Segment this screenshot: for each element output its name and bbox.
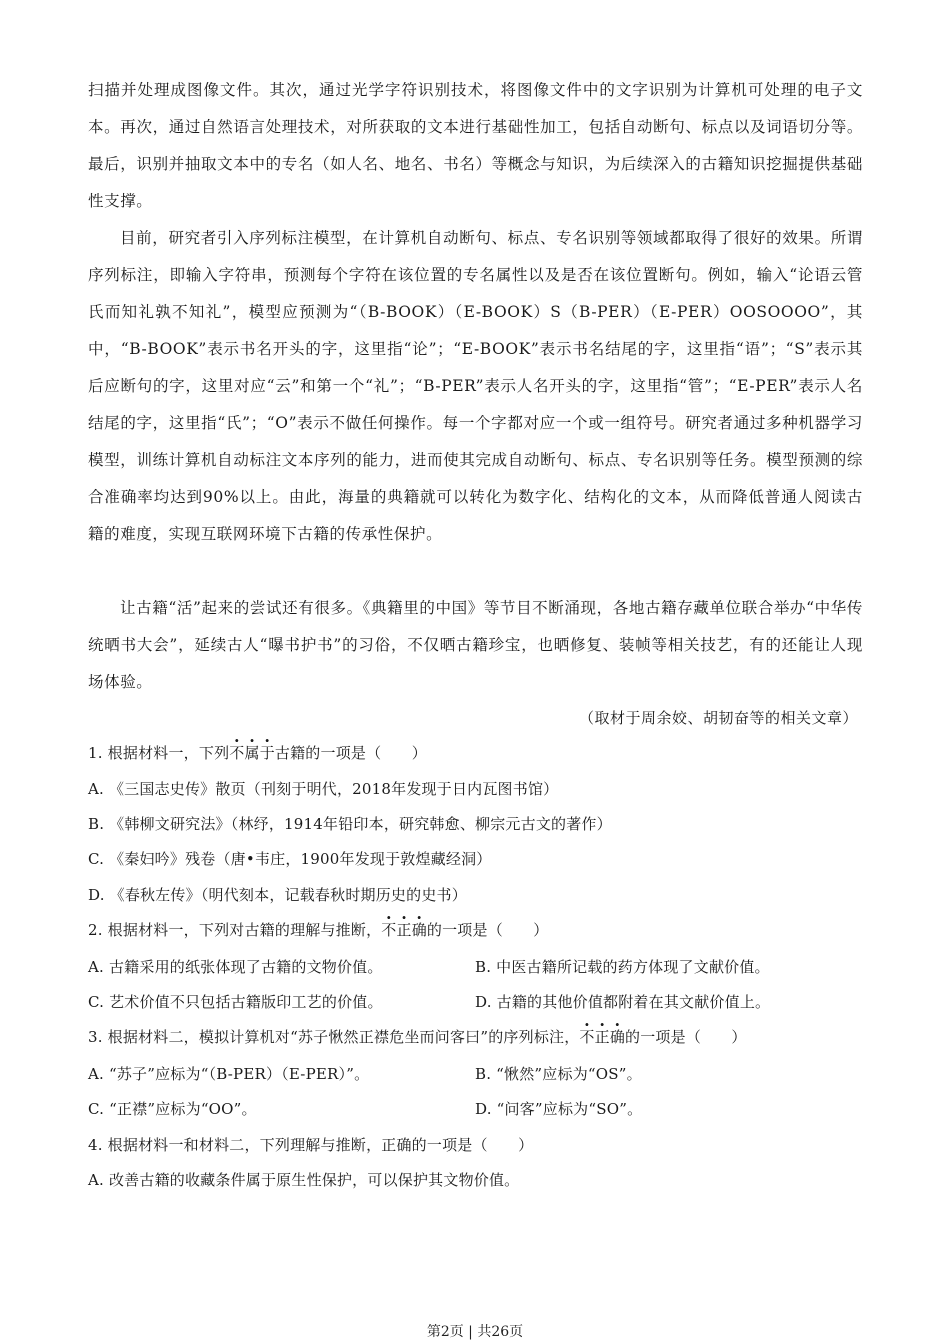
question-3-pre: 3. 根据材料二，模拟计算机对“苏子愀然正襟危坐而问客曰”的序列标注，	[88, 1028, 580, 1046]
emphasis-char: 不	[381, 921, 397, 939]
question-4-stem: 4. 根据材料一和材料二，下列理解与推断，正确的一项是（ ）	[88, 1136, 534, 1154]
source-citation: （取材于周余姣、胡韧奋等的相关文章）	[578, 709, 858, 727]
emphasis-char: 属	[244, 744, 260, 762]
question-3-option-b: B. “愀然”应标为“OS”。	[475, 1065, 642, 1083]
question-3-stem	[88, 1025, 747, 1049]
question-3-option-c: C. “正襟”应标为“OO”。	[88, 1100, 257, 1118]
emphasis-char: 不	[229, 744, 245, 762]
question-1-option-d: D. 《春秋左传》（明代刻本，记载春秋时期历史的史书）	[88, 886, 467, 904]
emphasis-char: 确	[609, 1028, 626, 1046]
emphasis-char: 确	[411, 921, 427, 939]
question-1-post: 古籍的一项是（ ）	[274, 744, 427, 762]
question-3-post: 的一项是（ ）	[625, 1028, 747, 1046]
question-2-option-b: B. 中医古籍所记载的药方体现了文献价值。	[475, 958, 770, 976]
question-3-option-d: D. “问客”应标为“SO”。	[475, 1100, 643, 1118]
question-2-option-d: D. 古籍的其他价值都附着在其文献价值上。	[475, 993, 771, 1011]
question-2-option-a: A. 古籍采用的纸张体现了古籍的文物价值。	[88, 958, 383, 976]
question-3-option-a: A. “苏子”应标为“（B-PER）（E-PER）”。	[88, 1065, 370, 1083]
paragraph-continued: 扫描并处理成图像文件。其次，通过光学字符识别技术，将图像文件中的文字识别为计算机可处理的电子文本。再次，通过自然语言处理技术，对所获取的文本进行基础性加工，包括自动断句、标点以及词语切分等。最后，识别并抽取文本中的专名（如人名、地名、书名）等概念与知识，为后续深入的古籍知识挖掘提供基础性支撑。	[88, 81, 863, 210]
question-2-pre: 2. 根据材料一，下列对古籍的理解与推断，	[88, 921, 382, 939]
paragraph-revival: 让古籍“活”起来的尝试还有很多。《典籍里的中国》等节目不断涌现，各地古籍存藏单位联合举办“中华传统晒书大会”，延续古人“曝书护书”的习俗，不仅晒古籍珍宝，也晒修复、装帧等相关技艺，有的还能让人现场体验。	[88, 599, 863, 691]
page-footer: 第2页 | 共26页	[426, 1324, 524, 1340]
question-1-pre: 1. 根据材料一，下列	[88, 744, 230, 762]
emphasis-char: 正	[594, 1028, 610, 1046]
question-1-option-b: B. 《韩柳文研究法》（林纾，1914年铅印本，研究韩愈、柳宗元古文的著作）	[88, 815, 612, 833]
question-2-post: 的一项是（ ）	[426, 921, 549, 939]
emphasis-char: 不	[579, 1028, 595, 1046]
question-2-option-c: C. 艺术价值不只包括古籍版印工艺的价值。	[88, 993, 383, 1011]
question-4-option-a: A. 改善古籍的收藏条件属于原生性保护，可以保护其文物价值。	[88, 1171, 520, 1189]
question-2-stem	[88, 918, 549, 942]
question-1-stem	[88, 741, 427, 765]
question-1-option-a: A. 《三国志史传》散页（刊刻于明代，2018年发现于日内瓦图书馆）	[88, 780, 559, 798]
paragraph-sequence-labeling: 目前，研究者引入序列标注模型，在计算机自动断句、标点、专名识别等领域都取得了很好的效果。所谓序列标注，即输入字符串，预测每个字符在该位置的专名属性以及是否在该位置断句。例如，输入“论语云管氏而知礼孰不知礼”，模型应预测为“（B-BOOK）（E-BOOK）S（B-PER）（E-PER）OOSOOOO”，其中，“B-BOOK”表示书名开头的字，这里指“论”；“E-BOOK”表示书名结尾的字，这里指“语”；“S”表示其后应断句的字，这里对应“云”和第一个“礼”；“B-PER”表示人名开头的字，这里指“管”；“E-PER”表示人名结尾的字，这里指“氏”；“O”表示不做任何操作。每一个字都对应一个或一组符号。研究者通过多种机器学习模型，训练计算机自动标注文本序列的能力，进而使其完成自动断句、标点、专名识别等任务。模型预测的综合准确率均达到90%以上。由此，海量的典籍就可以转化为数字化、结构化的文本，从而降低普通人阅读古籍的难度，实现互联网环境下古籍的传承性保护。	[88, 229, 863, 543]
question-1-option-c: C. 《秦妇吟》残卷（唐•韦庄，1900年发现于敦煌藏经洞）	[88, 850, 492, 868]
emphasis-char: 正	[396, 921, 412, 939]
emphasis-char: 于	[259, 744, 275, 762]
